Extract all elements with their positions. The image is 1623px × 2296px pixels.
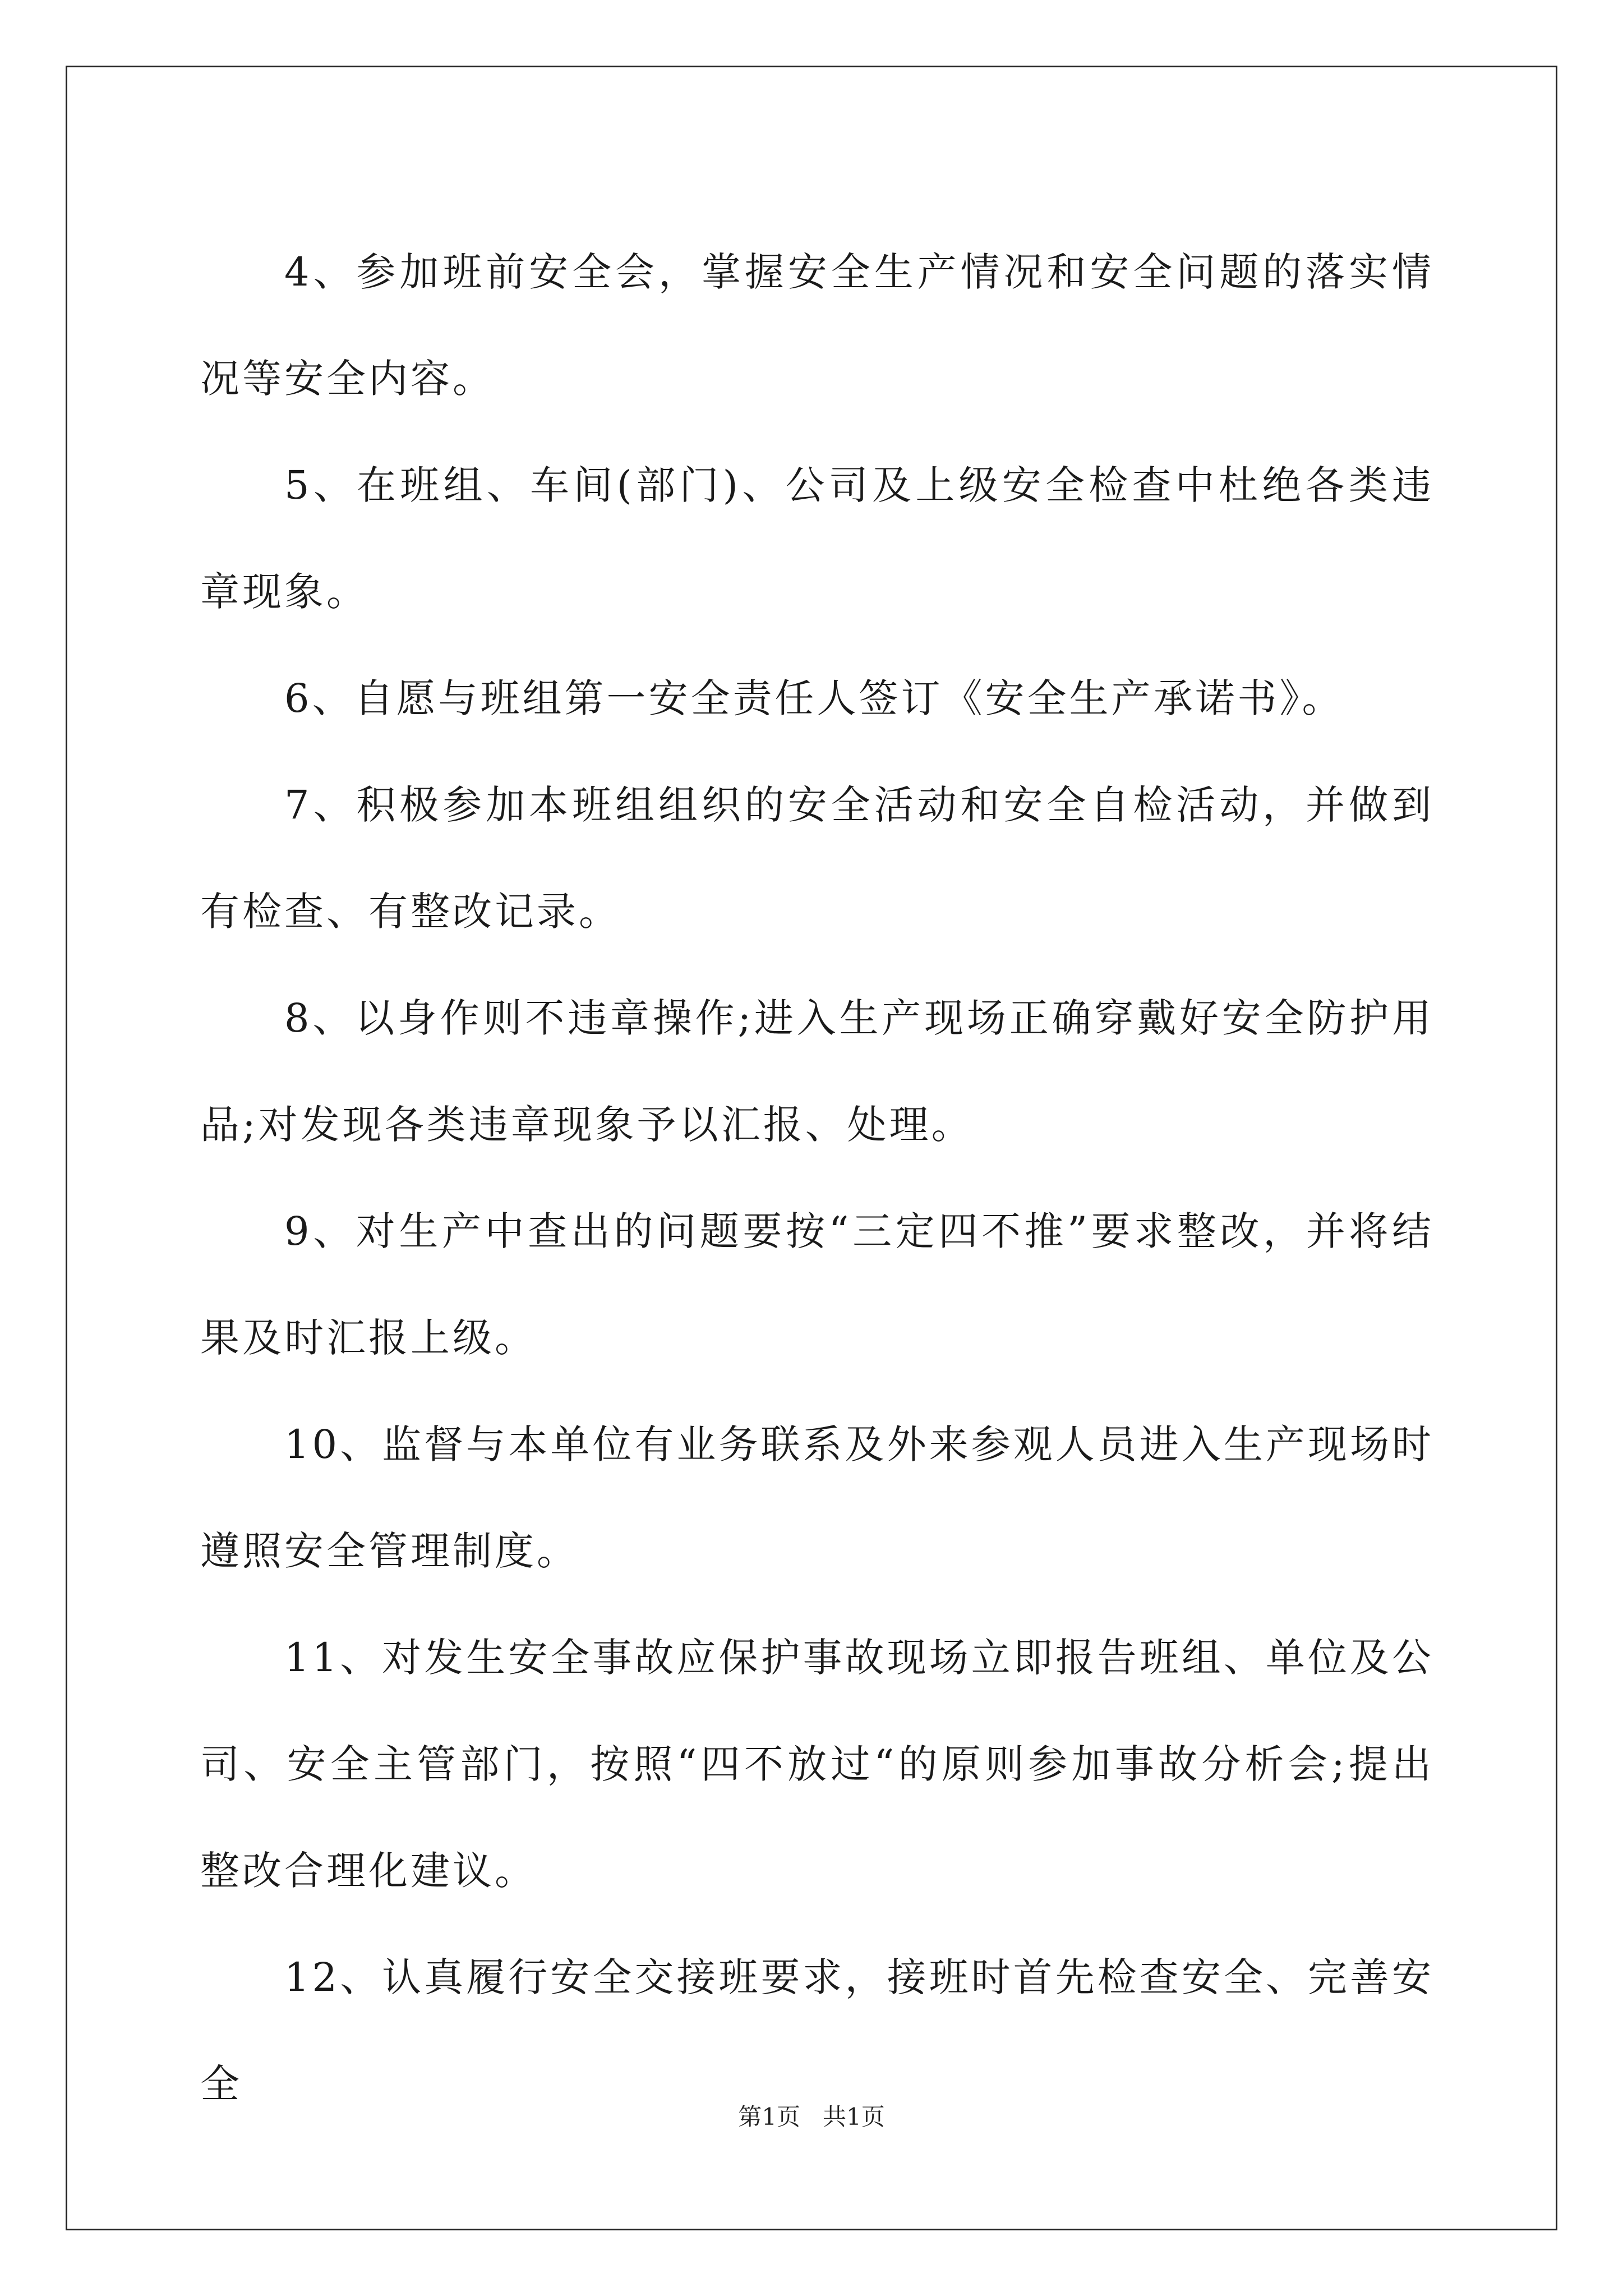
page-footer <box>0 2101 1623 2133</box>
paragraph-item-11: 11、对发生安全事故应保护事故现场立即报告班组、单位及公司、安全主管部门，按照“四不放过“的原则参加事故分析会;提出整改合理化建议。 <box>200 1635 1434 1894</box>
document-body <box>200 219 1434 2137</box>
page-number-total: 共1页 <box>823 2103 885 2131</box>
paragraph-item-10: 10、监督与本单位有业务联系及外来参观人员进入生产现场时遵照安全管理制度。 <box>200 1421 1434 1574</box>
paragraph-item-8: 8、以身作则不违章操作;进入生产现场正确穿戴好安全防护用品;对发现各类违章现象予以汇报、处理。 <box>200 995 1434 1148</box>
paragraph-item-4: 4、参加班前安全会，掌握安全生产情况和安全问题的落实情况等安全内容。 <box>200 249 1434 402</box>
paragraph-item-12: 12、认真履行安全交接班要求，接班时首先检查安全、完善安全 <box>200 1954 1434 2107</box>
paragraph-item-7: 7、积极参加本班组组织的安全活动和安全自检活动，并做到有检查、有整改记录。 <box>200 782 1434 935</box>
page-number-current: 第1页 <box>738 2103 800 2131</box>
paragraph-item-6: 6、自愿与班组第一安全责任人签订《安全生产承诺书》。 <box>284 675 1344 721</box>
paragraph-item-5: 5、在班组、车间(部门)、公司及上级安全检查中杜绝各类违章现象。 <box>200 462 1434 615</box>
paragraph-item-9: 9、对生产中查出的问题要按“三定四不推”要求整改，并将结果及时汇报上级。 <box>200 1208 1434 1361</box>
